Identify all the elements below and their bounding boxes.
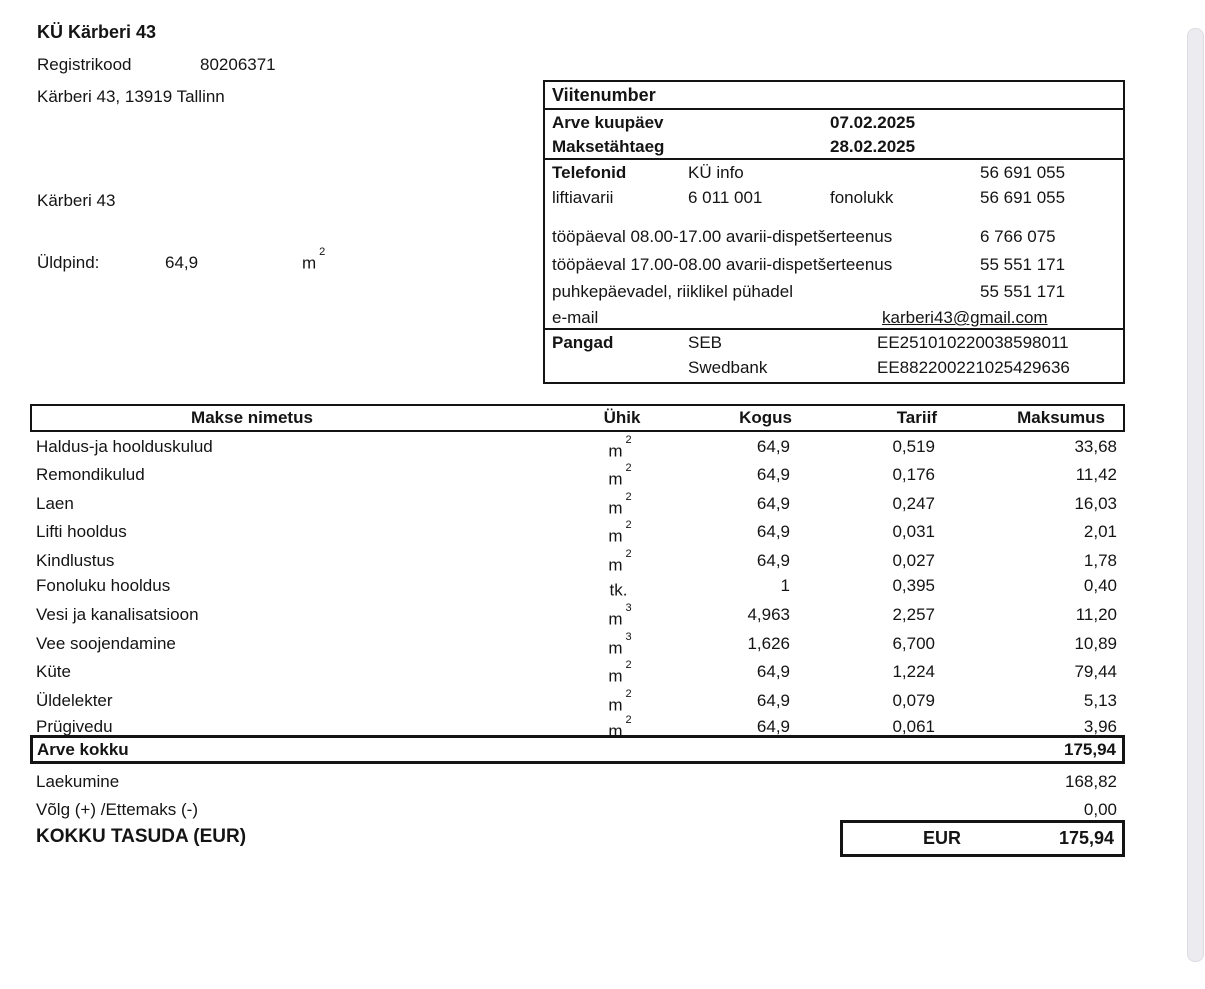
table-row (30, 490, 1125, 518)
charge-amount: 1,78 (1083, 551, 1117, 570)
charge-amount: 3,96 (1083, 717, 1117, 736)
charge-qty: 64,9 (756, 437, 790, 456)
charge-amount: 5,13 (1083, 691, 1117, 710)
phones-label: Telefonid (552, 163, 627, 182)
table-row (30, 572, 1125, 600)
due-date-label: Maksetähtaeg (552, 137, 665, 156)
charge-unit: $m^2$ (608, 462, 632, 489)
charge-rate: 2,257 (892, 605, 935, 624)
door-lock-label: fonolukk (830, 188, 894, 207)
charge-name: Üldelekter (36, 691, 113, 710)
charge-name: Haldus-ja hoolduskulud (36, 437, 213, 456)
reg-code-label: Registrikood (37, 55, 132, 74)
charge-amount: 79,44 (1074, 662, 1117, 681)
invoice-total-row (30, 735, 1125, 764)
charge-rate: 0,031 (892, 522, 935, 541)
charge-rate: 6,700 (892, 634, 935, 653)
col-header-amount: Maksumus (1017, 408, 1105, 427)
table-row (30, 658, 1125, 686)
holiday-dispatch-label: puhkepäevadel, riiklikel pühadel (552, 282, 793, 301)
charge-name: Lifti hooldus (36, 522, 127, 541)
invoice-date-value: 07.02.2025 (830, 113, 916, 132)
col-header-rate: Tariif (896, 408, 937, 427)
charge-unit: $m^2$ (608, 491, 632, 518)
charge-amount: 33,68 (1074, 437, 1117, 456)
bank2-name: Swedbank (688, 358, 768, 377)
day-dispatch-phone: 6 766 075 (980, 227, 1056, 246)
charge-name: Kindlustus (36, 551, 115, 570)
due-date-value: 28.02.2025 (830, 137, 916, 156)
reference-number-label: Viitenumber (552, 85, 656, 105)
currency-label: EUR (923, 828, 962, 848)
grand-total-label: KOKKU TASUDA (EUR) (36, 826, 247, 847)
payments-value: 168,82 (1065, 772, 1117, 791)
grand-total-value: 175,94 (1058, 828, 1114, 848)
charge-qty: 64,9 (756, 551, 790, 570)
total-area-label: Üldpind: (37, 253, 100, 272)
charge-unit: $m^2$ (608, 659, 632, 686)
divider (544, 328, 1124, 330)
charge-amount: 11,20 (1075, 605, 1117, 624)
charge-rate: 0,519 (892, 437, 935, 456)
charge-qty: 64,9 (756, 717, 790, 736)
charge-rate: 0,247 (892, 494, 935, 513)
charge-qty: 1,626 (747, 634, 790, 653)
col-header-name: Makse nimetus (191, 408, 313, 427)
charge-unit: $m^3$ (608, 631, 632, 658)
col-header-qty: Kogus (739, 408, 792, 427)
invoice-total-label: Arve kokku (37, 740, 129, 759)
total-area-value: 64,9 (165, 253, 199, 272)
charge-rate: 0,027 (892, 551, 935, 570)
charge-rate: 0,079 (892, 691, 935, 710)
scrollbar-thumb[interactable] (1187, 28, 1204, 962)
debt-value: 0,00 (1083, 800, 1117, 819)
charge-qty: 64,9 (756, 691, 790, 710)
table-row (30, 547, 1125, 575)
charge-qty: 64,9 (756, 522, 790, 541)
invoice-total-value: 175,94 (1064, 740, 1116, 759)
charge-amount: 2,01 (1083, 522, 1117, 541)
table-row (30, 461, 1125, 489)
charge-name: Fonoluku hooldus (36, 576, 171, 595)
divider (544, 108, 1124, 110)
charge-name: Laen (36, 494, 74, 513)
charge-unit: tk. (609, 580, 628, 600)
charge-qty: 1 (780, 576, 790, 595)
table-row (30, 630, 1125, 658)
charge-unit: $m^2$ (608, 688, 632, 715)
email-label: e-mail (552, 308, 599, 327)
ku-info-label: KÜ info (688, 163, 744, 182)
charge-rate: 1,224 (892, 662, 935, 681)
charge-name: Vesi ja kanalisatsioon (36, 605, 199, 624)
table-row (30, 687, 1125, 715)
charge-unit: $m^3$ (608, 602, 632, 629)
payments-label: Laekumine (36, 772, 120, 791)
charge-name: Remondikulud (36, 465, 145, 484)
bank1-iban: EE251010220038598011 (877, 333, 1069, 352)
email-link[interactable]: karberi43@gmail.com (882, 308, 1048, 327)
night-dispatch-label: tööpäeval 17.00-08.00 avarii-dispetšerteenus (552, 255, 893, 274)
door-lock-phone: 56 691 055 (980, 188, 1066, 207)
building-name: Kärberi 43 (37, 191, 116, 210)
charge-unit: $m^2$ (608, 714, 632, 741)
charge-amount: 0,40 (1083, 576, 1117, 595)
charges-table-header (30, 404, 1125, 432)
table-row (30, 601, 1125, 629)
invoice-date-label: Arve kuupäev (552, 113, 664, 132)
charge-qty: 64,9 (756, 662, 790, 681)
bank2-iban: EE882200221025429636 (877, 358, 1070, 377)
org-address: Kärberi 43, 13919 Tallinn (37, 87, 225, 106)
debt-label: Võlg (+) /Ettemaks (-) (36, 800, 199, 819)
charge-unit: $m^2$ (608, 548, 632, 575)
charge-unit: $m^2$ (608, 519, 632, 546)
day-dispatch-label: tööpäeval 08.00-17.00 avarii-dispetšerteenus (552, 227, 893, 246)
night-dispatch-phone: 55 551 171 (980, 255, 1066, 274)
payments-row (30, 768, 1125, 796)
total-area-unit: $m^2$ (302, 246, 326, 273)
charge-name: Prügivedu (36, 717, 113, 736)
bank1-name: SEB (688, 333, 723, 352)
charge-qty: 64,9 (756, 494, 790, 513)
col-header-unit: Ühik (603, 408, 641, 427)
table-row (30, 433, 1125, 461)
lift-emergency-phone: 6 011 001 (688, 188, 763, 207)
charge-name: Küte (36, 662, 71, 681)
charge-unit: $m^2$ (608, 434, 632, 461)
table-row (30, 518, 1125, 546)
holiday-dispatch-phone: 55 551 171 (980, 282, 1066, 301)
org-name: KÜ Kärberi 43 (37, 22, 157, 42)
charge-rate: 0,061 (892, 717, 935, 736)
charge-rate: 0,395 (892, 576, 935, 595)
grand-total-box (840, 820, 1125, 857)
charge-amount: 16,03 (1074, 494, 1117, 513)
charge-rate: 0,176 (892, 465, 935, 484)
banks-label: Pangad (552, 333, 614, 352)
divider (544, 158, 1124, 160)
charge-name: Vee soojendamine (36, 634, 176, 653)
charge-amount: 10,89 (1074, 634, 1117, 653)
charge-qty: 64,9 (756, 465, 790, 484)
reg-code-value: 80206371 (200, 55, 276, 74)
lift-emergency-label: liftiavarii (552, 188, 614, 207)
invoice-info-box (543, 80, 1125, 384)
charge-qty: 4,963 (747, 605, 790, 624)
ku-info-phone: 56 691 055 (980, 163, 1066, 182)
charge-amount: 11,42 (1075, 465, 1117, 484)
